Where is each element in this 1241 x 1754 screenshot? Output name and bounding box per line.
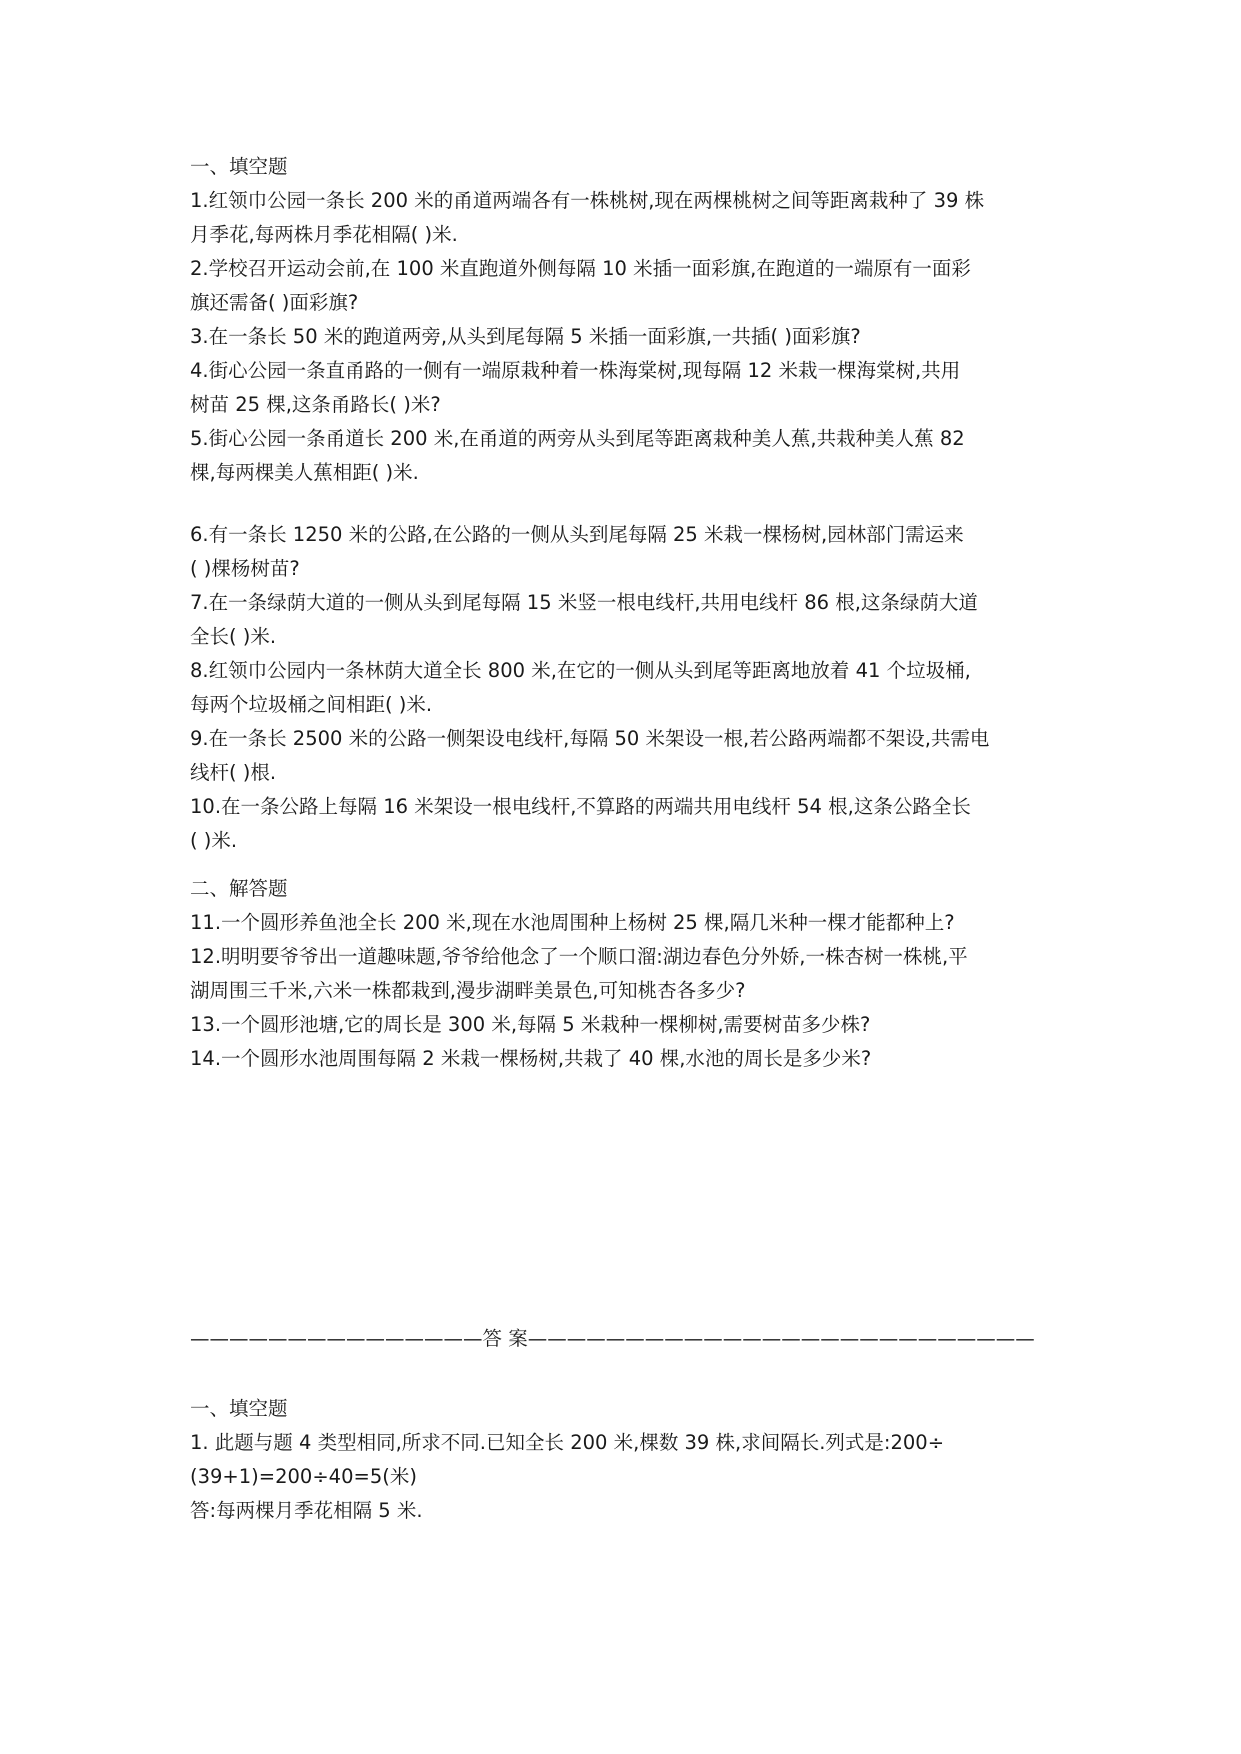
answer-line: 1. 此题与题 4 类型相同,所求不同.已知全长 200 米,棵数 39 株,求间隔长.列式是:200÷ [190, 1431, 945, 1454]
section-heading-answer-questions: 二、解答题 [190, 877, 288, 900]
question-line: 13.一个圆形池塘,它的周长是 300 米,每隔 5 米栽种一棵柳树,需要树苗多少株? [190, 1013, 871, 1036]
question-line: 全长( )米. [190, 625, 277, 648]
question-line: 10.在一条公路上每隔 16 米架设一根电线杆,不算路的两端共用电线杆 54 根,这条公路全长 [190, 795, 971, 818]
question-line: 12.明明要爷爷出一道趣味题,爷爷给他念了一个顺口溜:湖边春色分外娇,一株杏树一株桃,平 [190, 945, 968, 968]
question-line: 1.红领巾公园一条长 200 米的甬道两端各有一株桃树,现在两棵桃树之间等距离栽种了 39 株 [190, 189, 985, 212]
question-line: 2.学校召开运动会前,在 100 米直跑道外侧每隔 10 米插一面彩旗,在跑道的一端原有一面彩 [190, 257, 971, 280]
question-line: 6.有一条长 1250 米的公路,在公路的一侧从头到尾每隔 25 米栽一棵杨树,园林部门需运来 [190, 523, 964, 546]
question-line: 9.在一条长 2500 米的公路一侧架设电线杆,每隔 50 米架设一根,若公路两端都不架设,共需电 [190, 727, 990, 750]
question-line: 11.一个圆形养鱼池全长 200 米,现在水池周围种上杨树 25 棵,隔几米种一棵才能都种上? [190, 911, 955, 934]
answer-separator: ———————————————答 案—————————————————————————— [190, 1327, 1035, 1350]
answer-line: 答:每两棵月季花相隔 5 米. [190, 1499, 423, 1522]
spacer [190, 858, 1058, 872]
question-line: 7.在一条绿荫大道的一侧从头到尾每隔 15 米竖一根电线杆,共用电线杆 86 根,这条绿荫大道 [190, 591, 978, 614]
document-page [190, 150, 1058, 1528]
spacer [190, 1076, 1058, 1322]
question-line: 旗还需备( )面彩旗? [190, 291, 359, 314]
question-line: 14.一个圆形水池周围每隔 2 米栽一棵杨树,共栽了 40 棵,水池的周长是多少米? [190, 1047, 872, 1070]
question-line: 湖周围三千米,六米一株都栽到,漫步湖畔美景色,可知桃杏各多少? [190, 979, 746, 1002]
spacer [190, 490, 1058, 518]
question-line: 3.在一条长 50 米的跑道两旁,从头到尾每隔 5 米插一面彩旗,一共插( )面彩旗? [190, 325, 861, 348]
answers-heading: 一、填空题 [190, 1397, 288, 1420]
question-line: 月季花,每两株月季花相隔( )米. [190, 223, 458, 246]
answer-line: (39+1)=200÷40=5(米) [190, 1465, 417, 1488]
section-heading-fill-in: 一、填空题 [190, 155, 288, 178]
question-line: 树苗 25 棵,这条甬路长( )米? [190, 393, 441, 416]
question-line: 4.街心公园一条直甬路的一侧有一端原栽种着一株海棠树,现每隔 12 米栽一棵海棠树,共用 [190, 359, 961, 382]
spacer [190, 1356, 1058, 1392]
question-line: 5.街心公园一条甬道长 200 米,在甬道的两旁从头到尾等距离栽种美人蕉,共栽种美人蕉 82 [190, 427, 965, 450]
question-line: 每两个垃圾桶之间相距( )米. [190, 693, 433, 716]
question-line: 棵,每两棵美人蕉相距( )米. [190, 461, 419, 484]
question-line: ( )棵杨树苗? [190, 557, 300, 580]
question-line: ( )米. [190, 829, 238, 852]
question-line: 8.红领巾公园内一条林荫大道全长 800 米,在它的一侧从头到尾等距离地放着 41 个垃圾桶, [190, 659, 971, 682]
question-line: 线杆( )根. [190, 761, 277, 784]
